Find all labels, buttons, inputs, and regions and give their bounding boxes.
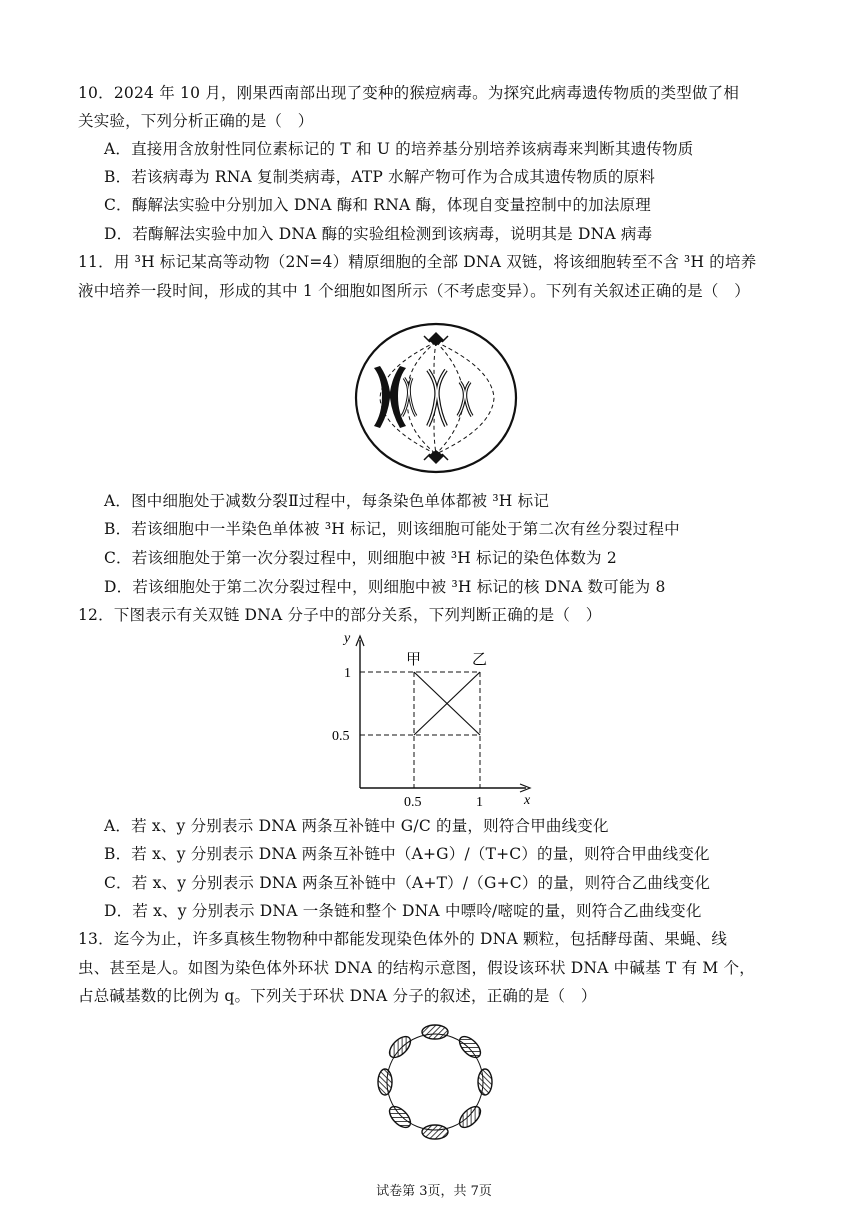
q12-option-d: D．若 x、y 分别表示 DNA 一条链和整个 DNA 中嘌呤/嘧啶的量，则符合乙曲线变化 xyxy=(104,902,702,920)
q13-stem-line2: 虫、甚至是人。如图为染色体外环状 DNA 的结构示意图，假设该环状 DNA 中碱基 T 有 M 个， xyxy=(78,959,755,977)
q11-option-c: C．若该细胞处于第一次分裂过程中，则细胞中被 ³H 标记的染色体数为 2 xyxy=(104,549,617,567)
x-tick-1: 1 xyxy=(476,795,483,810)
q13-stem-line1: 13．迄今为止，许多真核生物物种中都能发现染色体外的 DNA 颗粒，包括酵母菌、果蝇、线 xyxy=(78,930,728,948)
q10-option-b: B．若该病毒为 RNA 复制类病毒，ATP 水解产物可作为合成其遗传物质的原料 xyxy=(104,168,656,186)
q11-option-d: D．若该细胞处于第二次分裂过程中，则细胞中被 ³H 标记的核 DNA 数可能为 8 xyxy=(104,578,666,596)
label-jia: 甲 xyxy=(406,652,422,668)
q11-stem-line2: 液中培养一段时间，形成的其中 1 个细胞如图所示（不考虑变异）。下列有关叙述正确的是（ ） xyxy=(78,282,750,300)
q10-stem-line2: 关实验，下列分析正确的是（ ） xyxy=(78,112,314,130)
q12-option-c: C．若 x、y 分别表示 DNA 两条互补链中（A+T）/（G+C）的量，则符合乙曲线变化 xyxy=(104,874,711,892)
q12-stem: 12．下图表示有关双链 DNA 分子中的部分关系，下列判断正确的是（ ） xyxy=(78,606,602,624)
x-axis-label: x xyxy=(524,793,531,808)
q10-option-a: A．直接用含放射性同位素标记的 T 和 U 的培养基分别培养该病毒来判断其遗传物质 xyxy=(104,140,694,158)
page-footer: 试卷第 3页，共 7页 xyxy=(376,1184,492,1199)
q12-option-a: A．若 x、y 分别表示 DNA 两条互补链中 G/C 的量，则符合甲曲线变化 xyxy=(104,817,609,835)
q10-option-c: C．酶解法实验中分别加入 DNA 酶和 RNA 酶，体现自变量控制中的加法原理 xyxy=(104,196,651,214)
q11-option-a: A．图中细胞处于减数分裂Ⅱ过程中，每条染色单体都被 ³H 标记 xyxy=(104,492,550,510)
y-tick-1: 1 xyxy=(344,666,351,681)
q11-option-b: B．若该细胞中一半染色单体被 ³H 标记，则该细胞可能处于第二次有丝分裂过程中 xyxy=(104,520,680,538)
circular-dna-figure xyxy=(370,1018,500,1146)
label-yi: 乙 xyxy=(472,652,488,668)
x-tick-05: 0.5 xyxy=(404,795,422,810)
q10-stem-line1: 10．2024 年 10 月，刚果西南部出现了变种的猴痘病毒。为探究此病毒遗传物质的类型做了相 xyxy=(78,84,740,102)
q10-option-d: D．若酶解法实验中加入 DNA 酶的实验组检测到该病毒，说明其是 DNA 病毒 xyxy=(104,225,653,243)
q12-option-b: B．若 x、y 分别表示 DNA 两条互补链中（A+G）/（T+C）的量，则符合甲曲线变化 xyxy=(104,845,710,863)
y-tick-05: 0.5 xyxy=(332,729,350,744)
dna-relationship-graph xyxy=(326,628,546,812)
cell-division-figure xyxy=(352,318,520,478)
q11-stem-line1: 11．用 ³H 标记某高等动物（2N=4）精原细胞的全部 DNA 双链，将该细胞转至不含 ³H 的培养 xyxy=(78,253,757,271)
y-axis-label: y xyxy=(344,631,351,646)
q13-stem-line3: 占总碱基数的比例为 q。下列关于环状 DNA 分子的叙述，正确的是（ ） xyxy=(78,987,597,1005)
